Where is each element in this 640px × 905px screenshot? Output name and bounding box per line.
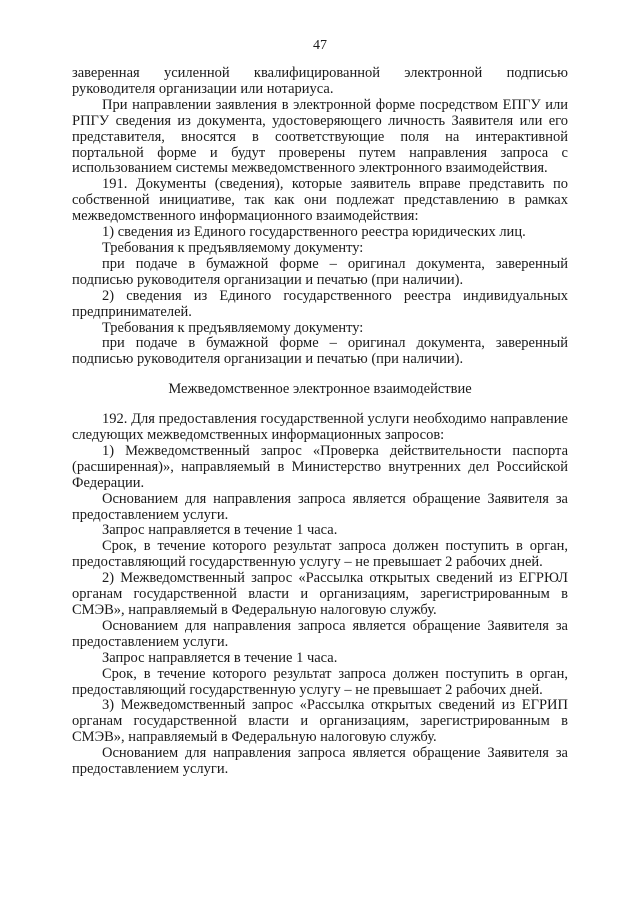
paragraph: 3) Межведомственный запрос «Рассылка открытых сведений из ЕГРИП органам государственной власти и организациям, зарегистрированным в СМЭВ», направляемый в Федеральную налоговую службу. [72, 697, 568, 746]
page-body [72, 66, 568, 778]
paragraph: 1) Межведомственный запрос «Проверка действительности паспорта (расширенная)», направляемый в Министерство внутренних дел Российской Федерации. [72, 442, 568, 491]
paragraph: 1) сведения из Единого государственного реестра юридических лиц. [102, 224, 526, 241]
paragraph: заверенная усиленной квалифицированной электронной подписью руководителя организации или нотариуса. [72, 65, 568, 97]
paragraph: Запрос направляется в течение 1 часа. [102, 649, 338, 666]
section-heading: Межведомственное электронное взаимодействие [168, 381, 472, 398]
paragraph: при подаче в бумажной форме – оригинал документа, заверенный подписью руководителя организации и печатью (при наличии). [72, 335, 568, 368]
paragraph: 2) сведения из Единого государственного реестра индивидуальных предпринимателей. [72, 287, 568, 320]
paragraph: 2) Межведомственный запрос «Рассылка открытых сведений из ЕГРЮЛ органам государственной власти и организациям, зарегистрированным в СМЭВ», направляемый в Федеральную налоговую службу. [72, 570, 568, 618]
paragraph: Срок, в течение которого результат запроса должен поступить в орган, предоставляющий государственную услугу – не превышает 2 рабочих дней. [72, 538, 568, 571]
paragraph: Основанием для направления запроса является обращение Заявителя за предоставлением услуги. [72, 745, 568, 778]
paragraph: 192. Для предоставления государственной услуги необходимо направление следующих межведомственных информационных запросов: [72, 411, 568, 444]
paragraph: Требования к предъявляемому документу: [102, 319, 364, 336]
paragraph: Запрос направляется в течение 1 часа. [102, 522, 338, 539]
paragraph: Срок, в течение которого результат запроса должен поступить в орган, предоставляющий государственную услугу – не превышает 2 рабочих дней. [72, 665, 568, 698]
paragraph: Основанием для направления запроса является обращение Заявителя за предоставлением услуги. [72, 617, 568, 650]
paragraph: 191. Документы (сведения), которые заявитель вправе представить по собственной инициативе, так как они подлежат представлению в рамках межведомственного информационного взаимодействия: [72, 176, 568, 225]
paragraph: Основанием для направления запроса является обращение Заявителя за предоставлением услуги. [72, 490, 568, 523]
paragraph: при подаче в бумажной форме – оригинал документа, заверенный подписью руководителя организации и печатью (при наличии). [72, 255, 568, 288]
page-number: 47 [313, 38, 327, 53]
paragraph: При направлении заявления в электронной форме посредством ЕПГУ или РПГУ сведения из документа, удостоверяющего личность Заявителя или его представителя, вносятся в соответствующие поля на интерактивной портальной форме и будут проверены путем направления запроса с использованием системы межведомственного электронного взаимодействия. [72, 96, 568, 177]
paragraph: Требования к предъявляемому документу: [102, 239, 364, 256]
